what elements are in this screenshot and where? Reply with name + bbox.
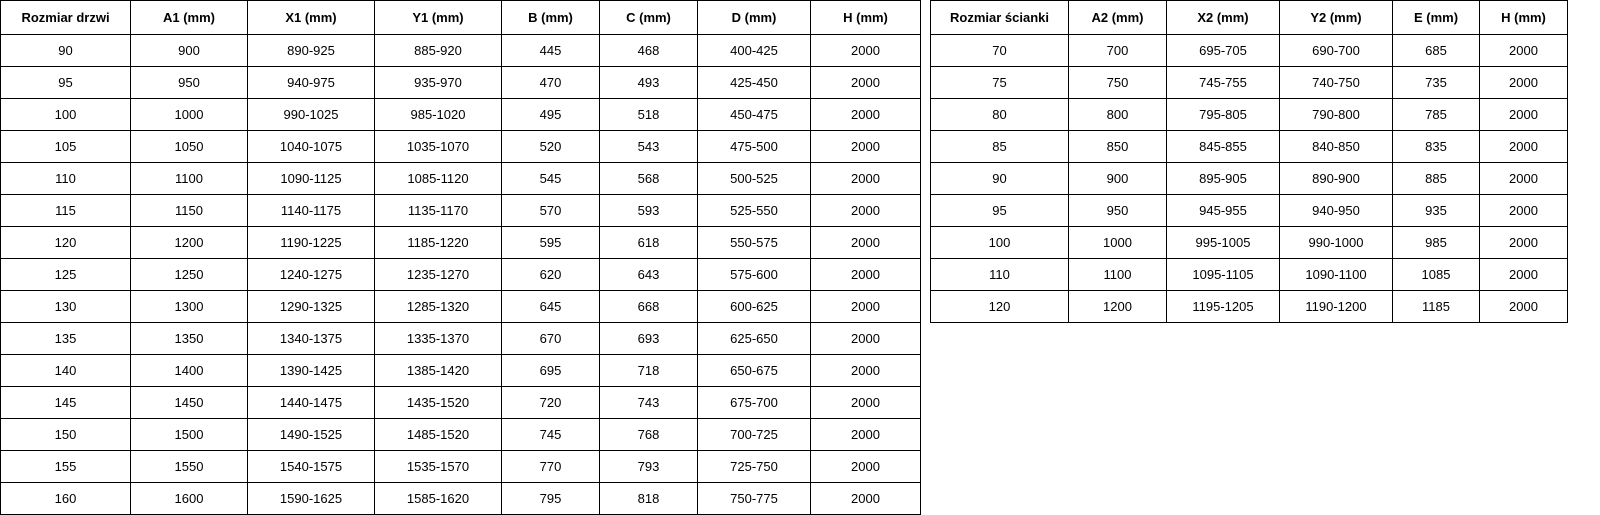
table-cell: 1450 (131, 387, 248, 419)
table-cell: 2000 (811, 227, 921, 259)
table-cell: 110 (931, 259, 1069, 291)
table-cell: 80 (931, 99, 1069, 131)
table-cell: 743 (600, 387, 698, 419)
table-cell: 850 (1069, 131, 1167, 163)
table-cell: 2000 (811, 451, 921, 483)
table-cell: 1090-1100 (1280, 259, 1393, 291)
table-cell: 550-575 (698, 227, 811, 259)
table-cell: 885 (1393, 163, 1480, 195)
table-cell: 2000 (811, 163, 921, 195)
table-cell: 1300 (131, 291, 248, 323)
table-cell: 145 (1, 387, 131, 419)
table-cell: 940-975 (248, 67, 375, 99)
table-cell: 670 (502, 323, 600, 355)
table-cell: 935 (1393, 195, 1480, 227)
table-cell: 2000 (1480, 259, 1568, 291)
table-cell: 100 (1, 99, 131, 131)
table-cell: 593 (600, 195, 698, 227)
table-cell: 1140-1175 (248, 195, 375, 227)
table-cell: 1195-1205 (1167, 291, 1280, 323)
table-cell: 1390-1425 (248, 355, 375, 387)
table-cell: 2000 (811, 483, 921, 515)
table-cell: 790-800 (1280, 99, 1393, 131)
table-row (931, 291, 1568, 323)
doors-column-header: H (mm) (811, 1, 921, 35)
table-cell: 718 (600, 355, 698, 387)
table-row (931, 99, 1568, 131)
table-cell: 985-1020 (375, 99, 502, 131)
doors-column-header: A1 (mm) (131, 1, 248, 35)
table-cell: 1150 (131, 195, 248, 227)
table-cell: 2000 (811, 195, 921, 227)
table-cell: 618 (600, 227, 698, 259)
table-cell: 125 (1, 259, 131, 291)
table-cell: 1500 (131, 419, 248, 451)
table-cell: 900 (131, 35, 248, 67)
table-cell: 950 (1069, 195, 1167, 227)
table-cell: 1185-1220 (375, 227, 502, 259)
table-cell: 1040-1075 (248, 131, 375, 163)
table-cell: 990-1025 (248, 99, 375, 131)
table-row (1, 131, 921, 163)
table-cell: 768 (600, 419, 698, 451)
table-cell: 95 (931, 195, 1069, 227)
table-cell: 1100 (1069, 259, 1167, 291)
table-cell: 2000 (811, 355, 921, 387)
table-cell: 2000 (1480, 291, 1568, 323)
table-row (1, 451, 921, 483)
table-cell: 575-600 (698, 259, 811, 291)
table-cell: 545 (502, 163, 600, 195)
table-row (1, 483, 921, 515)
table-cell: 130 (1, 291, 131, 323)
table-cell: 1200 (131, 227, 248, 259)
table-cell: 1485-1520 (375, 419, 502, 451)
table-cell: 1000 (131, 99, 248, 131)
table-cell: 2000 (1480, 131, 1568, 163)
table-cell: 940-950 (1280, 195, 1393, 227)
walls-dimensions-table (930, 0, 1568, 323)
table-cell: 105 (1, 131, 131, 163)
table-cell: 520 (502, 131, 600, 163)
table-cell: 2000 (1480, 227, 1568, 259)
table-cell: 990-1000 (1280, 227, 1393, 259)
table-cell: 645 (502, 291, 600, 323)
walls-table-body (931, 35, 1568, 323)
table-cell: 720 (502, 387, 600, 419)
table-cell: 685 (1393, 35, 1480, 67)
doors-column-header: C (mm) (600, 1, 698, 35)
table-cell: 85 (931, 131, 1069, 163)
table-cell: 2000 (811, 259, 921, 291)
table-cell: 75 (931, 67, 1069, 99)
table-row (931, 67, 1568, 99)
table-cell: 800 (1069, 99, 1167, 131)
table-cell: 725-750 (698, 451, 811, 483)
table-cell: 568 (600, 163, 698, 195)
table-cell: 1400 (131, 355, 248, 387)
table-row (1, 99, 921, 131)
table-cell: 950 (131, 67, 248, 99)
table-cell: 1190-1225 (248, 227, 375, 259)
table-row (931, 227, 1568, 259)
table-cell: 945-955 (1167, 195, 1280, 227)
table-cell: 1585-1620 (375, 483, 502, 515)
table-cell: 818 (600, 483, 698, 515)
table-cell: 2000 (811, 419, 921, 451)
table-cell: 495 (502, 99, 600, 131)
table-cell: 1250 (131, 259, 248, 291)
table-cell: 150 (1, 419, 131, 451)
walls-column-header: X2 (mm) (1167, 1, 1280, 35)
table-cell: 1035-1070 (375, 131, 502, 163)
table-cell: 890-900 (1280, 163, 1393, 195)
table-cell: 1385-1420 (375, 355, 502, 387)
table-cell: 1085 (1393, 259, 1480, 291)
table-cell: 2000 (811, 99, 921, 131)
doors-table-body (1, 35, 921, 515)
table-cell: 95 (1, 67, 131, 99)
table-cell: 785 (1393, 99, 1480, 131)
table-cell: 2000 (811, 131, 921, 163)
table-cell: 895-905 (1167, 163, 1280, 195)
table-cell: 1540-1575 (248, 451, 375, 483)
table-cell: 1190-1200 (1280, 291, 1393, 323)
table-cell: 700-725 (698, 419, 811, 451)
table-cell: 740-750 (1280, 67, 1393, 99)
doors-column-header: D (mm) (698, 1, 811, 35)
table-cell: 90 (931, 163, 1069, 195)
table-cell: 2000 (811, 323, 921, 355)
table-cell: 620 (502, 259, 600, 291)
table-cell: 115 (1, 195, 131, 227)
table-cell: 745 (502, 419, 600, 451)
table-cell: 1285-1320 (375, 291, 502, 323)
table-cell: 1135-1170 (375, 195, 502, 227)
walls-column-header: A2 (mm) (1069, 1, 1167, 35)
walls-column-header: H (mm) (1480, 1, 1568, 35)
table-cell: 1185 (1393, 291, 1480, 323)
table-cell: 2000 (811, 291, 921, 323)
table-row (1, 259, 921, 291)
table-cell: 795 (502, 483, 600, 515)
doors-column-header: X1 (mm) (248, 1, 375, 35)
table-cell: 985 (1393, 227, 1480, 259)
table-cell: 120 (931, 291, 1069, 323)
table-row (1, 291, 921, 323)
table-row (1, 227, 921, 259)
table-cell: 425-450 (698, 67, 811, 99)
table-cell: 1090-1125 (248, 163, 375, 195)
table-cell: 995-1005 (1167, 227, 1280, 259)
table-cell: 525-550 (698, 195, 811, 227)
table-row (931, 259, 1568, 291)
table-cell: 518 (600, 99, 698, 131)
table-row (1, 67, 921, 99)
table-row (1, 355, 921, 387)
table-cell: 1095-1105 (1167, 259, 1280, 291)
table-cell: 470 (502, 67, 600, 99)
table-cell: 1440-1475 (248, 387, 375, 419)
table-cell: 1550 (131, 451, 248, 483)
table-cell: 1100 (131, 163, 248, 195)
table-cell: 595 (502, 227, 600, 259)
table-row (1, 323, 921, 355)
table-cell: 543 (600, 131, 698, 163)
walls-table-header (931, 1, 1568, 35)
doors-table-header (1, 1, 921, 35)
doors-column-header: Rozmiar drzwi (1, 1, 131, 35)
table-cell: 745-755 (1167, 67, 1280, 99)
table-cell: 2000 (1480, 195, 1568, 227)
table-cell: 2000 (811, 35, 921, 67)
walls-column-header: E (mm) (1393, 1, 1480, 35)
table-cell: 625-650 (698, 323, 811, 355)
table-cell: 120 (1, 227, 131, 259)
table-header-row (931, 1, 1568, 35)
walls-column-header: Rozmiar ścianki (931, 1, 1069, 35)
table-cell: 668 (600, 291, 698, 323)
table-cell: 1335-1370 (375, 323, 502, 355)
table-cell: 1600 (131, 483, 248, 515)
table-cell: 935-970 (375, 67, 502, 99)
table-cell: 100 (931, 227, 1069, 259)
table-cell: 135 (1, 323, 131, 355)
table-cell: 700 (1069, 35, 1167, 67)
table-cell: 90 (1, 35, 131, 67)
table-cell: 493 (600, 67, 698, 99)
table-cell: 690-700 (1280, 35, 1393, 67)
table-cell: 1350 (131, 323, 248, 355)
table-cell: 1490-1525 (248, 419, 375, 451)
table-cell: 695 (502, 355, 600, 387)
table-cell: 1200 (1069, 291, 1167, 323)
table-cell: 643 (600, 259, 698, 291)
table-cell: 70 (931, 35, 1069, 67)
table-cell: 160 (1, 483, 131, 515)
table-cell: 2000 (1480, 163, 1568, 195)
table-cell: 400-425 (698, 35, 811, 67)
table-row (931, 35, 1568, 67)
table-cell: 450-475 (698, 99, 811, 131)
table-cell: 770 (502, 451, 600, 483)
table-cell: 1535-1570 (375, 451, 502, 483)
table-cell: 110 (1, 163, 131, 195)
table-cell: 1235-1270 (375, 259, 502, 291)
table-cell: 840-850 (1280, 131, 1393, 163)
walls-column-header: Y2 (mm) (1280, 1, 1393, 35)
table-cell: 2000 (1480, 67, 1568, 99)
table-cell: 1050 (131, 131, 248, 163)
table-row (931, 195, 1568, 227)
walls-dimensions-table-container (930, 0, 1568, 323)
table-cell: 600-625 (698, 291, 811, 323)
table-cell: 155 (1, 451, 131, 483)
table-row (931, 131, 1568, 163)
table-row (1, 387, 921, 419)
doors-column-header: Y1 (mm) (375, 1, 502, 35)
table-cell: 735 (1393, 67, 1480, 99)
table-cell: 890-925 (248, 35, 375, 67)
table-cell: 675-700 (698, 387, 811, 419)
table-cell: 835 (1393, 131, 1480, 163)
table-cell: 1240-1275 (248, 259, 375, 291)
table-cell: 1435-1520 (375, 387, 502, 419)
table-cell: 2000 (811, 67, 921, 99)
table-cell: 2000 (1480, 35, 1568, 67)
table-cell: 885-920 (375, 35, 502, 67)
table-header-row (1, 1, 921, 35)
table-cell: 1085-1120 (375, 163, 502, 195)
table-row (1, 419, 921, 451)
table-cell: 795-805 (1167, 99, 1280, 131)
table-cell: 2000 (1480, 99, 1568, 131)
table-cell: 1290-1325 (248, 291, 375, 323)
table-cell: 468 (600, 35, 698, 67)
table-cell: 570 (502, 195, 600, 227)
table-cell: 845-855 (1167, 131, 1280, 163)
table-row (1, 35, 921, 67)
table-row (1, 163, 921, 195)
table-cell: 2000 (811, 387, 921, 419)
doors-column-header: B (mm) (502, 1, 600, 35)
table-cell: 900 (1069, 163, 1167, 195)
table-cell: 445 (502, 35, 600, 67)
table-cell: 140 (1, 355, 131, 387)
table-cell: 793 (600, 451, 698, 483)
table-cell: 1000 (1069, 227, 1167, 259)
table-cell: 475-500 (698, 131, 811, 163)
table-cell: 1590-1625 (248, 483, 375, 515)
table-cell: 693 (600, 323, 698, 355)
table-cell: 750 (1069, 67, 1167, 99)
table-row (931, 163, 1568, 195)
table-cell: 750-775 (698, 483, 811, 515)
table-cell: 695-705 (1167, 35, 1280, 67)
table-row (1, 195, 921, 227)
table-cell: 1340-1375 (248, 323, 375, 355)
table-cell: 500-525 (698, 163, 811, 195)
table-cell: 650-675 (698, 355, 811, 387)
